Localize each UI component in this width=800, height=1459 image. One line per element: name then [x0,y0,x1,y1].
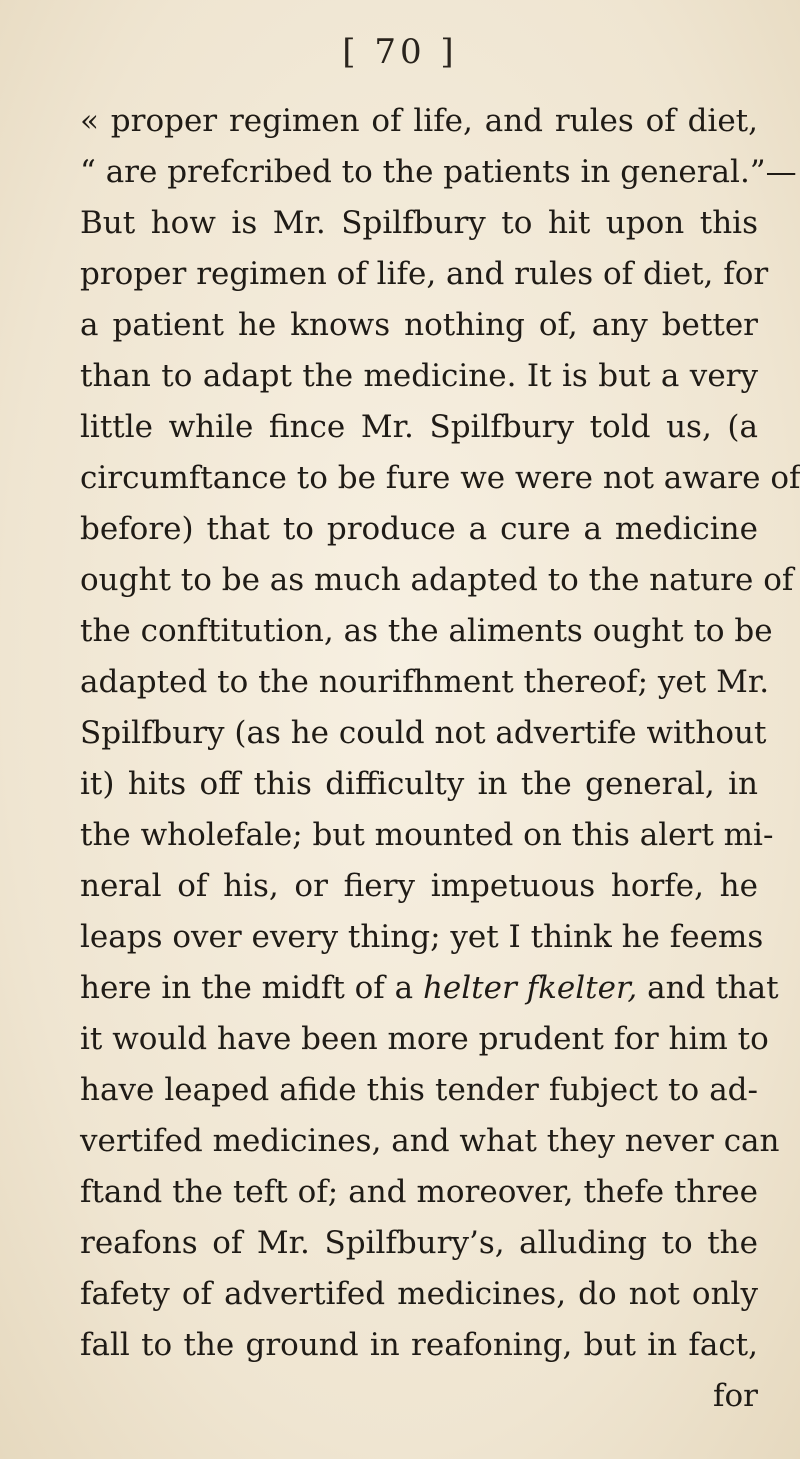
text-line: have leaped afide this tender fubject to ad- [80,1072,758,1108]
text-line: ought to be as much adapted to the nature of [80,562,794,598]
line-text-before: here in the midft of a [80,970,423,1006]
text-line: circumftance to be fure we were not aware of [80,460,800,496]
text-line: vertifed medicines, and what they never can [80,1123,780,1159]
text-line: a patient he knows nothing of, any better [80,307,758,343]
body-text [80,96,800,1422]
text-line: fall to the ground in reafoning, but in fact, [80,1327,758,1363]
line-text-after: and that [637,970,779,1006]
italic-phrase: helter fkelter, [422,970,638,1006]
page-number: [ 70 ] [342,32,458,72]
text-line-with-italic [80,963,779,1014]
text-line: ftand the teft of; and moreover, thefe three [80,1174,758,1210]
text-line: proper regimen of life, and rules of diet, for [80,256,769,292]
text-line: the conftitution, as the aliments ought to be [80,613,773,649]
text-line: Spilfbury (as he could not advertife without [80,715,767,751]
text-line: it) hits off this difficulty in the general, in [80,766,758,802]
text-line: leaps over every thing; yet I think he feems [80,919,764,955]
text-line: But how is Mr. Spilfbury to hit upon this [80,205,758,241]
text-line: adapted to the nourifhment thereof; yet Mr. [80,664,770,700]
text-line: before) that to produce a cure a medicine [80,511,758,547]
text-line: reafons of Mr. Spilfbury’s, alluding to the [80,1225,758,1261]
catchword: for [713,1378,758,1414]
text-line: neral of his, or fiery impetuous horfe, he [80,868,758,904]
text-line: than to adapt the medicine. It is but a very [80,358,758,394]
text-line: little while fince Mr. Spilfbury told us, (a [80,409,758,445]
text-line: fafety of advertifed medicines, do not only [80,1276,758,1312]
text-line: « proper regimen of life, and rules of diet, [80,103,758,139]
text-line: the wholefale; but mounted on this alert mi- [80,817,774,853]
text-line: it would have been more prudent for him to [80,1021,769,1057]
text-line: “ are prefcribed to the patients in general.”— [80,154,797,190]
